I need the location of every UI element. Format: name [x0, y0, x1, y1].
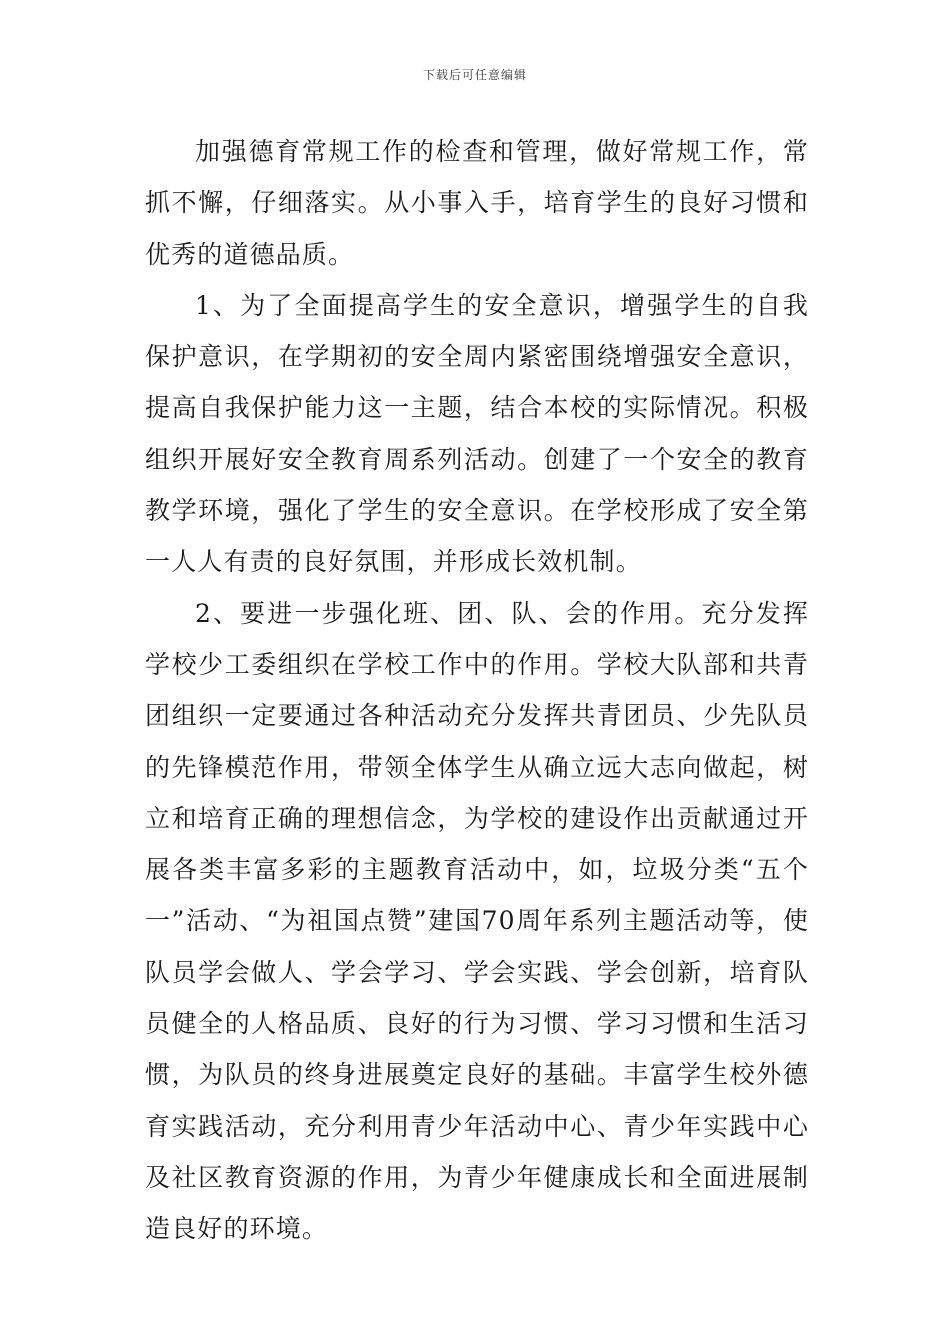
paragraph-organizations: 2、要进一步强化班、团、队、会的作用。充分发挥学校少工委组织在学校工作中的作用。学校大队部和共青团组织一定要通过各种活动充分发挥共青团员、少先队员的先锋模范作用，带领全体学生从确立远大志向做起，树立和培育正确的理想信念，为学校的建设作出贡献通过开展各类丰富多彩的主题教育活动中，如，垃圾分类“五个一”活动、“为祖国点赞”建国70周年系列主题活动等，使队员学会做人、学会学习、学会实践、学会创新，培育队员健全的人格品质、良好的行为习惯、学习习惯和生活习惯，为队员的终身进展奠定良好的基础。丰富学生校外德育实践活动，充分利用青少年活动中心、青少年实践中心及社区教育资源的作用，为青少年健康成长和全面进展制造良好的环境。 [145, 598, 809, 1244]
header-note: 下载后可任意编辑 [422, 68, 527, 82]
document-body [145, 126, 809, 1255]
paragraph-safety: 1、为了全面提高学生的安全意识，增强学生的自我保护意识，在学期初的安全周内紧密围绕增强安全意识，提高自我保护能力这一主题，结合本校的实际情况。积极组织开展好安全教育周系列活动。创建了一个安全的教育教学环境，强化了学生的安全意识。在学校形成了安全第一人人有责的良好氛围，并形成长效机制。 [145, 290, 809, 577]
paragraph-intro: 加强德育常规工作的检查和管理，做好常规工作，常抓不懈，仔细落实。从小事入手，培育学生的良好习惯和优秀的道德品质。 [145, 137, 809, 269]
